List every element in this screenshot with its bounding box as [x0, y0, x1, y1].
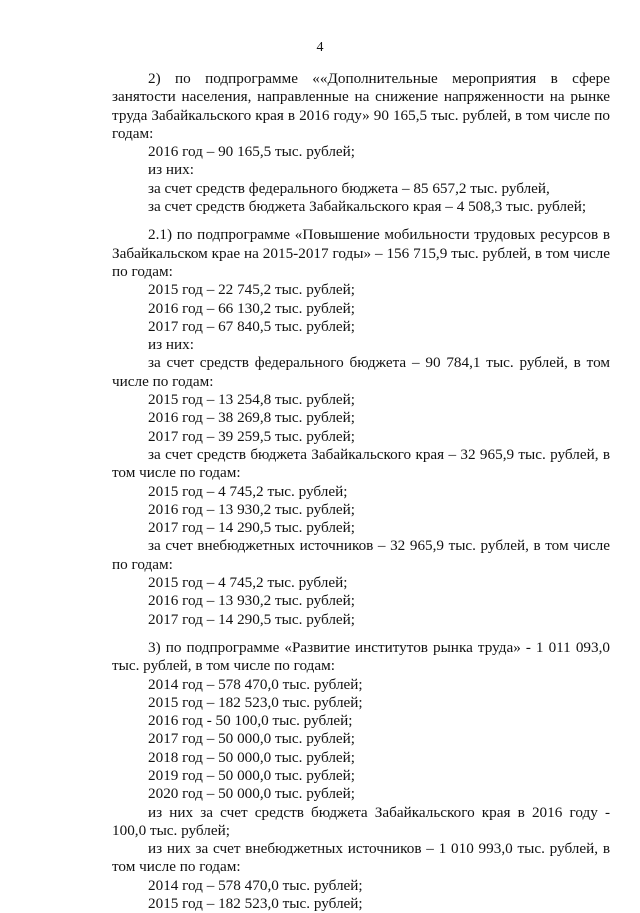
paragraph: 2017 год – 39 259,5 тыс. рублей;: [148, 427, 356, 445]
paragraph: 2020 год – 50 000,0 тыс. рублей;: [148, 785, 356, 803]
document-body: [112, 70, 610, 913]
paragraph: за счет средств бюджета Забайкальского края – 32 965,9 тыс. рублей, в том числе по годам:: [112, 445, 610, 482]
paragraph: 2017 год – 67 840,5 тыс. рублей;: [148, 317, 356, 335]
paragraph: из них за счет внебюджетных источников – 1 010 993,0 тыс. рублей, в том числе по годам:: [112, 840, 610, 876]
paragraph: за счет средств федерального бюджета – 85 657,2 тыс. рублей,: [148, 179, 550, 197]
paragraph: из них:: [148, 161, 194, 179]
paragraph: 2019 год – 50 000,0 тыс. рублей;: [148, 766, 356, 784]
paragraph: из них:: [148, 336, 194, 354]
paragraph: 2015 год – 182 523,0 тыс. рублей;: [148, 895, 363, 913]
paragraph: из них за счет средств бюджета Забайкальского края в 2016 году - 100,0 тыс. рублей;: [112, 803, 610, 839]
paragraph: за счет средств бюджета Забайкальского края – 4 508,3 тыс. рублей;: [148, 198, 587, 216]
paragraph: 2015 год – 22 745,2 тыс. рублей;: [148, 281, 356, 299]
paragraph: 2016 год – 90 165,5 тыс. рублей;: [148, 143, 356, 161]
paragraph: 2014 год – 578 470,0 тыс. рублей;: [148, 876, 363, 894]
paragraph: за счет средств федерального бюджета – 90 784,1 тыс. рублей, в том числе по годам:: [112, 354, 610, 390]
paragraph: 3) по подпрограмме «Развитие институтов рынка труда» - 1 011 093,0 тыс. рублей, в том числе по годам:: [112, 638, 610, 675]
paragraph: за счет внебюджетных источников – 32 965,9 тыс. рублей, в том числе по годам:: [112, 537, 610, 573]
paragraph: 2017 год – 14 290,5 тыс. рублей;: [148, 610, 356, 628]
paragraph: 2016 год – 13 930,2 тыс. рублей;: [148, 592, 356, 610]
paragraph: 2016 год – 13 930,2 тыс. рублей;: [148, 500, 356, 518]
paragraph: 2018 год – 50 000,0 тыс. рублей;: [148, 748, 356, 766]
paragraph: 2016 год – 38 269,8 тыс. рублей;: [148, 409, 356, 427]
paragraph: 2015 год – 13 254,8 тыс. рублей;: [148, 391, 356, 409]
paragraph: 2015 год – 4 745,2 тыс. рублей;: [148, 574, 348, 592]
paragraph: 2017 год – 14 290,5 тыс. рублей;: [148, 519, 356, 537]
paragraph: 2) по подпрограмме ««Дополнительные мероприятия в сфере занятости населения, направленные на снижение напряженности на рынке труда Забайкальского края в 2016 году» 90 165,5 тыс. рублей, в том числе по годам:: [112, 70, 610, 142]
paragraph: 2015 год – 182 523,0 тыс. рублей;: [148, 693, 363, 711]
paragraph: 2.1) по подпрограмме «Повышение мобильности трудовых ресурсов в Забайкальском крае на 2015-2017 годы» – 156 715,9 тыс. рублей, в том числе по годам:: [112, 226, 610, 280]
paragraph: 2016 год - 50 100,0 тыс. рублей;: [148, 712, 353, 730]
paragraph: 2017 год – 50 000,0 тыс. рублей;: [148, 730, 356, 748]
page-number: 4: [316, 40, 324, 55]
paragraph: 2014 год – 578 470,0 тыс. рублей;: [148, 675, 363, 693]
paragraph: 2016 год – 66 130,2 тыс. рублей;: [148, 299, 356, 317]
paragraph: 2015 год – 4 745,2 тыс. рублей;: [148, 482, 348, 500]
